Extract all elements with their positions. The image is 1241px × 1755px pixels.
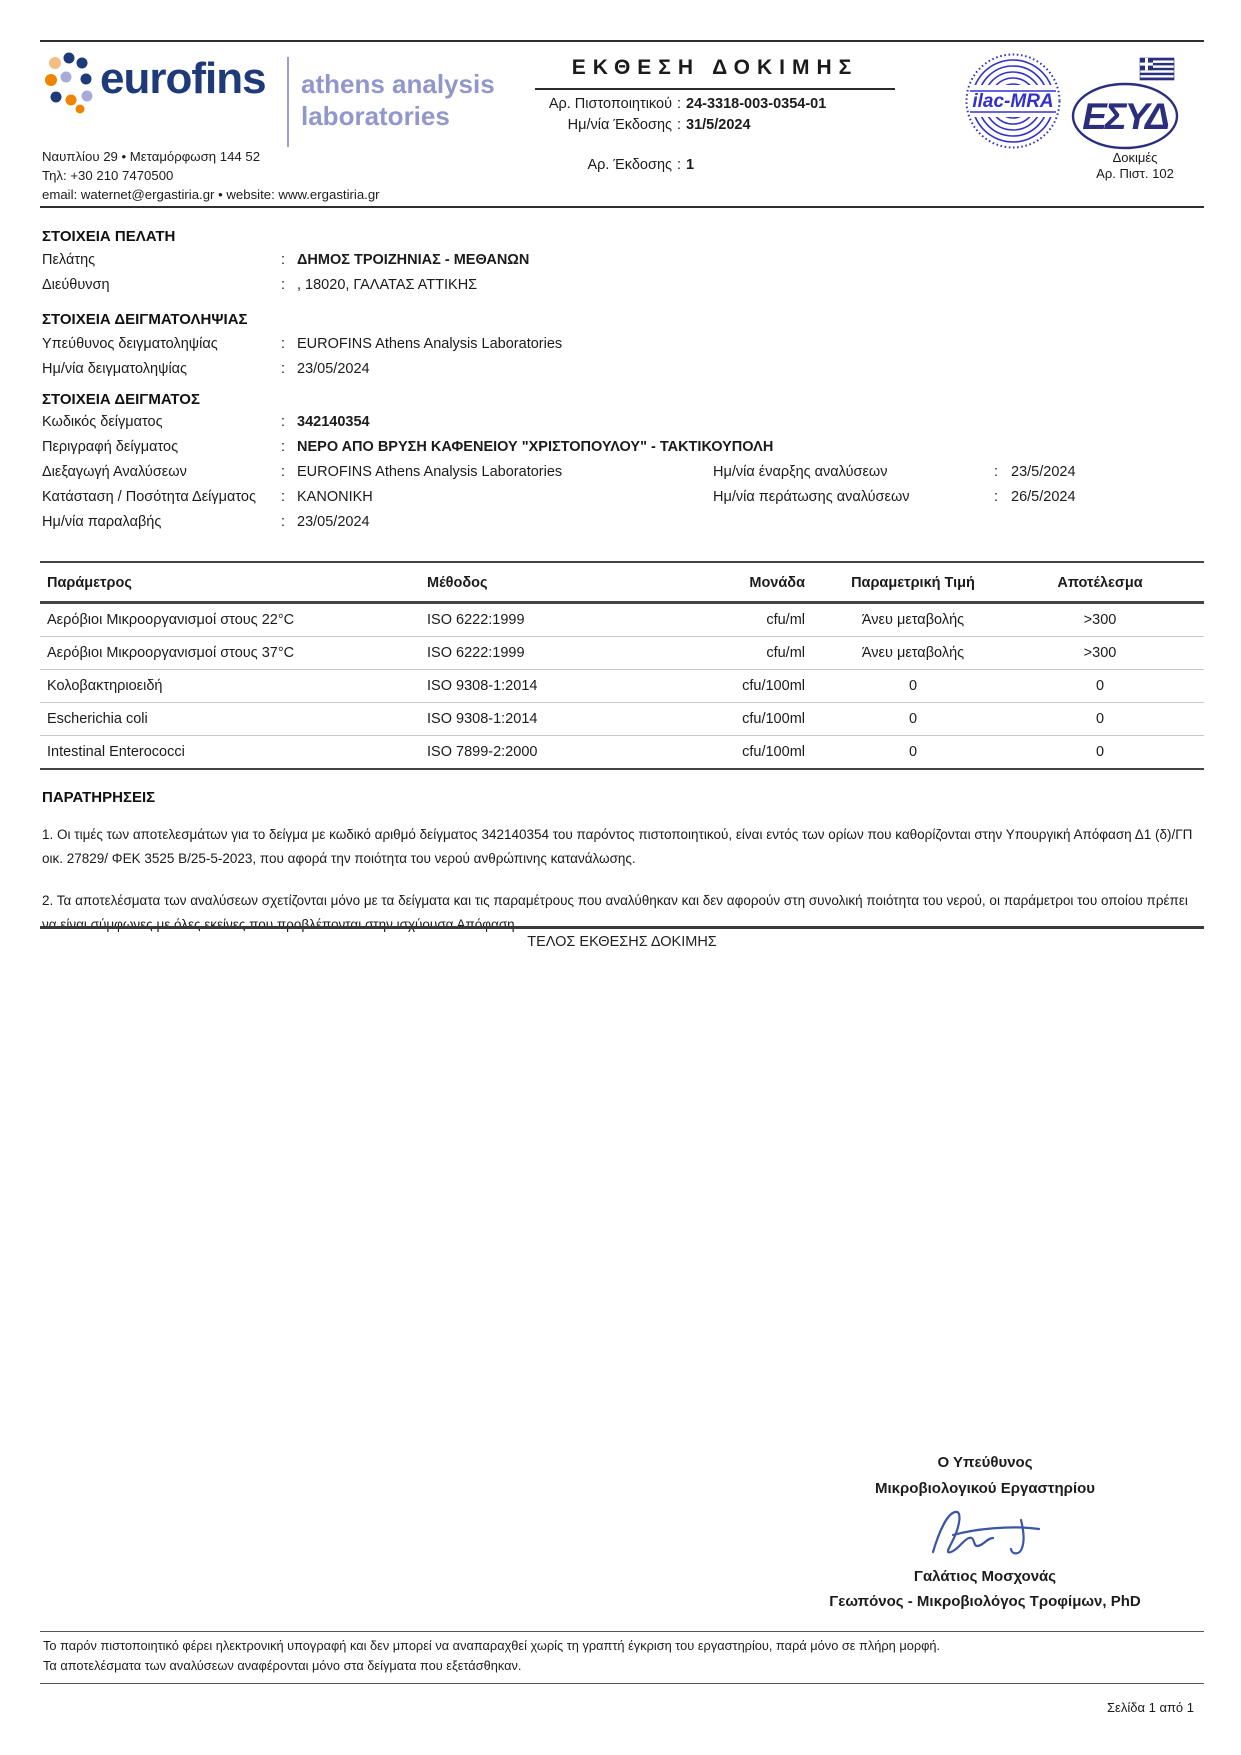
colon: :	[280, 361, 286, 377]
end-of-report-rule	[40, 926, 1204, 929]
sample-received-row	[42, 514, 773, 531]
greek-flag-icon	[1140, 58, 1174, 80]
colon: :	[993, 464, 999, 480]
colon: :	[280, 252, 286, 268]
cell-unit: cfu/100ml	[742, 711, 805, 727]
cell-method: ISO 6222:1999	[427, 645, 525, 661]
col-header-limit: Παραμετρική Τιμή	[851, 575, 975, 591]
issue-date-label: Ημ/νία Έκδοσης	[567, 117, 672, 133]
cell-result: 0	[1095, 744, 1105, 760]
certificate-number-row	[535, 96, 826, 112]
colon: :	[280, 514, 286, 530]
col-header-parameter: Παράμετρος	[47, 575, 132, 591]
certificate-number-value: 24-3318-003-0354-01	[686, 96, 827, 112]
cell-method: ISO 7899-2:2000	[427, 744, 538, 760]
footer-disclaimer-line2: Τα αποτελέσματα των αναλύσεων αναφέρονται μόνο στα δείγματα που εξετάσθηκαν.	[43, 1658, 522, 1673]
sample-section	[42, 414, 1076, 539]
analysis-start-label: Ημ/νία έναρξης αναλύσεων	[713, 464, 888, 480]
brand-divider	[287, 57, 289, 147]
ilac-mra-icon	[964, 52, 1062, 155]
table-row	[40, 736, 1204, 768]
colon: :	[676, 157, 682, 173]
cell-method: ISO 9308-1:2014	[427, 711, 538, 727]
colon: :	[280, 414, 286, 430]
accreditation-scope: Δοκιμές	[1112, 150, 1158, 165]
results-table	[40, 561, 1204, 770]
colon: :	[280, 464, 286, 480]
page-number: Σελίδα 1 από 1	[1107, 1700, 1194, 1715]
col-header-unit: Μονάδα	[749, 575, 805, 591]
cell-result: >300	[1083, 612, 1117, 628]
sample-lab-row	[42, 464, 1076, 481]
edition-label: Αρ. Έκδοσης	[587, 157, 672, 173]
brand-sublogo-line1: athens analysis	[301, 69, 495, 99]
sample-condition-row	[42, 489, 1076, 506]
lab-email-line: email: waternet@ergastiria.gr • website: www.ergastiria.gr	[42, 187, 380, 202]
footer-disclaimer-line1: Το παρόν πιστοποιητικό φέρει ηλεκτρονική υπογραφή και δεν μπορεί να αναπαραχθεί χωρίς τη γραπτή έγκριση του εργαστηρίου, παρά μόνο σε πλήρη μορφή.	[43, 1638, 941, 1653]
cell-limit: 0	[908, 711, 918, 727]
sampling-date-value: 23/05/2024	[297, 361, 370, 377]
signer-title: Γεωπόνος - Μικροβιολόγος Τροφίμων, PhD	[829, 1593, 1141, 1610]
report-title: ΕΚΘΕΣΗ ΔΟΚΙΜΗΣ	[535, 56, 895, 90]
remarks-heading: ΠΑΡΑΤΗΡΗΣΕΙΣ	[42, 789, 156, 806]
sample-received-label: Ημ/νία παραλαβής	[42, 514, 162, 530]
analysis-start-pair	[713, 464, 1076, 481]
brand-sublogo-line2: laboratories	[301, 101, 450, 131]
sample-code-row	[42, 414, 773, 431]
client-section	[42, 252, 529, 302]
colon: :	[993, 489, 999, 505]
sampling-responsible-label: Υπεύθυνος δειγματοληψίας	[42, 336, 218, 352]
sample-condition-value: ΚΑΝΟΝΙΚΗ	[297, 489, 373, 505]
cell-parameter: Αερόβιοι Μικροοργανισμοί στους 22°C	[47, 612, 295, 628]
cell-result: 0	[1095, 678, 1105, 694]
esyd-icon	[1070, 54, 1182, 155]
cell-limit: Άνευ μεταβολής	[861, 612, 965, 628]
signature-icon	[923, 1504, 1048, 1562]
cell-parameter: Intestinal Enterococci	[47, 744, 185, 760]
sample-condition-label: Κατάσταση / Ποσότητα Δείγματος	[42, 489, 256, 505]
cell-method: ISO 9308-1:2014	[427, 678, 538, 694]
analysis-end-value: 26/5/2024	[1011, 489, 1076, 505]
table-row	[40, 604, 1204, 637]
remark-2: 2. Τα αποτελέσματα των αναλύσεων σχετίζονται μόνο με τα δείγματα και τις παραμέτρους που αναλύθηκαν και δεν αφορούν στη συνολική ποιότητα του νερού, οι παράμετροι του οποίου πρέπει να είναι σύμφωνες με όλες εκείνες που προβλέπονται στην ισχύουσα Απόφαση.	[42, 892, 1188, 932]
client-label: Πελάτης	[42, 252, 96, 268]
sample-description-label: Περιγραφή δείγματος	[42, 439, 179, 455]
colon: :	[280, 336, 286, 352]
sampling-section	[42, 336, 562, 386]
edition-value: 1	[686, 157, 695, 173]
table-row	[40, 637, 1204, 670]
cell-parameter: Escherichia coli	[47, 711, 148, 727]
cell-limit: 0	[908, 744, 918, 760]
analysis-end-label: Ημ/νία περάτωσης αναλύσεων	[713, 489, 910, 505]
cell-limit: Άνευ μεταβολής	[861, 645, 965, 661]
certificate-number-label: Αρ. Πιστοποιητικού	[548, 96, 672, 112]
eurofins-logo-icon	[45, 52, 99, 119]
svg-text:ΕΣΥΔ: ΕΣΥΔ	[1082, 96, 1168, 137]
end-of-report-text: ΤΕΛΟΣ ΕΚΘΕΣΗΣ ΔΟΚΙΜΗΣ	[527, 934, 717, 950]
accreditation-cert-no: Αρ. Πιστ. 102	[1096, 166, 1174, 181]
cell-parameter: Αερόβιοι Μικροοργανισμοί στους 37°C	[47, 645, 295, 661]
sample-received-value: 23/05/2024	[297, 514, 370, 530]
cell-unit: cfu/100ml	[742, 744, 805, 760]
cell-method: ISO 6222:1999	[427, 612, 525, 628]
svg-text:ilac-MRA: ilac-MRA	[972, 91, 1054, 112]
client-value: ΔΗΜΟΣ ΤΡΟΙΖΗΝΙΑΣ - ΜΕΘΑΝΩΝ	[297, 252, 530, 268]
cell-unit: cfu/100ml	[742, 678, 805, 694]
sampling-section-heading: ΣΤΟΙΧΕΙΑ ΔΕΙΓΜΑΤΟΛΗΨΙΑΣ	[42, 311, 248, 328]
lab-address-block	[42, 147, 380, 204]
cell-unit: cfu/ml	[766, 645, 805, 661]
cell-limit: 0	[908, 678, 918, 694]
sample-lab-value: EUROFINS Athens Analysis Laboratories	[297, 464, 563, 480]
sample-description-row	[42, 439, 773, 456]
brand-wordmark: eurofins	[100, 54, 266, 103]
edition-row	[535, 157, 826, 173]
colon: :	[280, 277, 286, 293]
col-header-result: Αποτέλεσμα	[1057, 575, 1143, 591]
remarks-section	[42, 786, 1205, 955]
footer-disclaimer	[40, 1631, 1204, 1684]
signature-block	[790, 1450, 1180, 1615]
sampling-responsible-row	[42, 336, 562, 353]
table-row	[40, 703, 1204, 736]
brand-sublogo	[301, 68, 495, 132]
client-address-row	[42, 277, 529, 294]
sampling-date-row	[42, 361, 562, 378]
table-row	[40, 670, 1204, 703]
sample-section-heading: ΣΤΟΙΧΕΙΑ ΔΕΙΓΜΑΤΟΣ	[42, 391, 200, 408]
issue-date-value: 31/5/2024	[686, 117, 751, 133]
sample-code-value: 342140354	[297, 414, 370, 430]
cell-result: 0	[1095, 711, 1105, 727]
top-rule	[40, 40, 1204, 42]
cell-unit: cfu/ml	[766, 612, 805, 628]
cell-result: >300	[1083, 645, 1117, 661]
accreditation-text	[1083, 150, 1187, 182]
signer-role-line2: Μικροβιολογικού Εργαστηρίου	[874, 1480, 1096, 1497]
cell-parameter: Κολοβακτηριοειδή	[47, 678, 163, 694]
sample-code-label: Κωδικός δείγματος	[42, 414, 163, 430]
sampling-responsible-value: EUROFINS Athens Analysis Laboratories	[297, 336, 563, 352]
signer-name: Γαλάτιος Μοσχονάς	[913, 1568, 1057, 1585]
client-address-label: Διεύθυνση	[42, 277, 110, 293]
client-row	[42, 252, 529, 269]
table-header-row	[40, 563, 1204, 604]
colon: :	[280, 439, 286, 455]
analysis-end-pair	[713, 489, 1076, 506]
client-section-heading: ΣΤΟΙΧΕΙΑ ΠΕΛΑΤΗ	[42, 228, 176, 245]
col-header-method: Μέθοδος	[427, 575, 488, 591]
remark-1: 1. Οι τιμές των αποτελεσμάτων για το δείγμα με κωδικό αριθμό δείγματος 342140354 του παρόντος πιστοποιητικού, είναι εντός των ορίων που καθορίζονται στην Υπουργική Απόφαση Δ1 (δ)/ΓΠ οικ. 27829/ ΦΕΚ 3525 Β/25-5-2023, που αφορά την ποιότητα του νερού ανθρώπινης κατανάλωσης.	[42, 826, 1193, 866]
signer-role-line1: Ο Υπεύθυνος	[937, 1454, 1033, 1471]
colon: :	[676, 117, 682, 133]
client-address-value: , 18020, ΓΑΛΑΤΑΣ ΑΤΤΙΚΗΣ	[297, 277, 478, 293]
sampling-date-label: Ημ/νία δειγματοληψίας	[42, 361, 188, 377]
certificate-info	[535, 96, 826, 178]
lab-address-line: Ναυπλίου 29 • Μεταμόρφωση 144 52	[42, 149, 261, 164]
colon: :	[280, 489, 286, 505]
lab-phone-line: Τηλ: +30 210 7470500	[42, 168, 174, 183]
header-bottom-rule	[40, 206, 1204, 208]
analysis-start-value: 23/5/2024	[1011, 464, 1076, 480]
issue-date-row	[535, 117, 826, 133]
sample-lab-label: Διεξαγωγή Αναλύσεων	[42, 464, 187, 480]
colon: :	[676, 96, 682, 112]
sample-description-value: ΝΕΡΟ ΑΠΟ ΒΡΥΣΗ ΚΑΦΕΝΕΙΟΥ "ΧΡΙΣΤΟΠΟΥΛΟΥ" - ΤΑΚΤΙΚΟΥΠΟΛΗ	[297, 439, 774, 455]
